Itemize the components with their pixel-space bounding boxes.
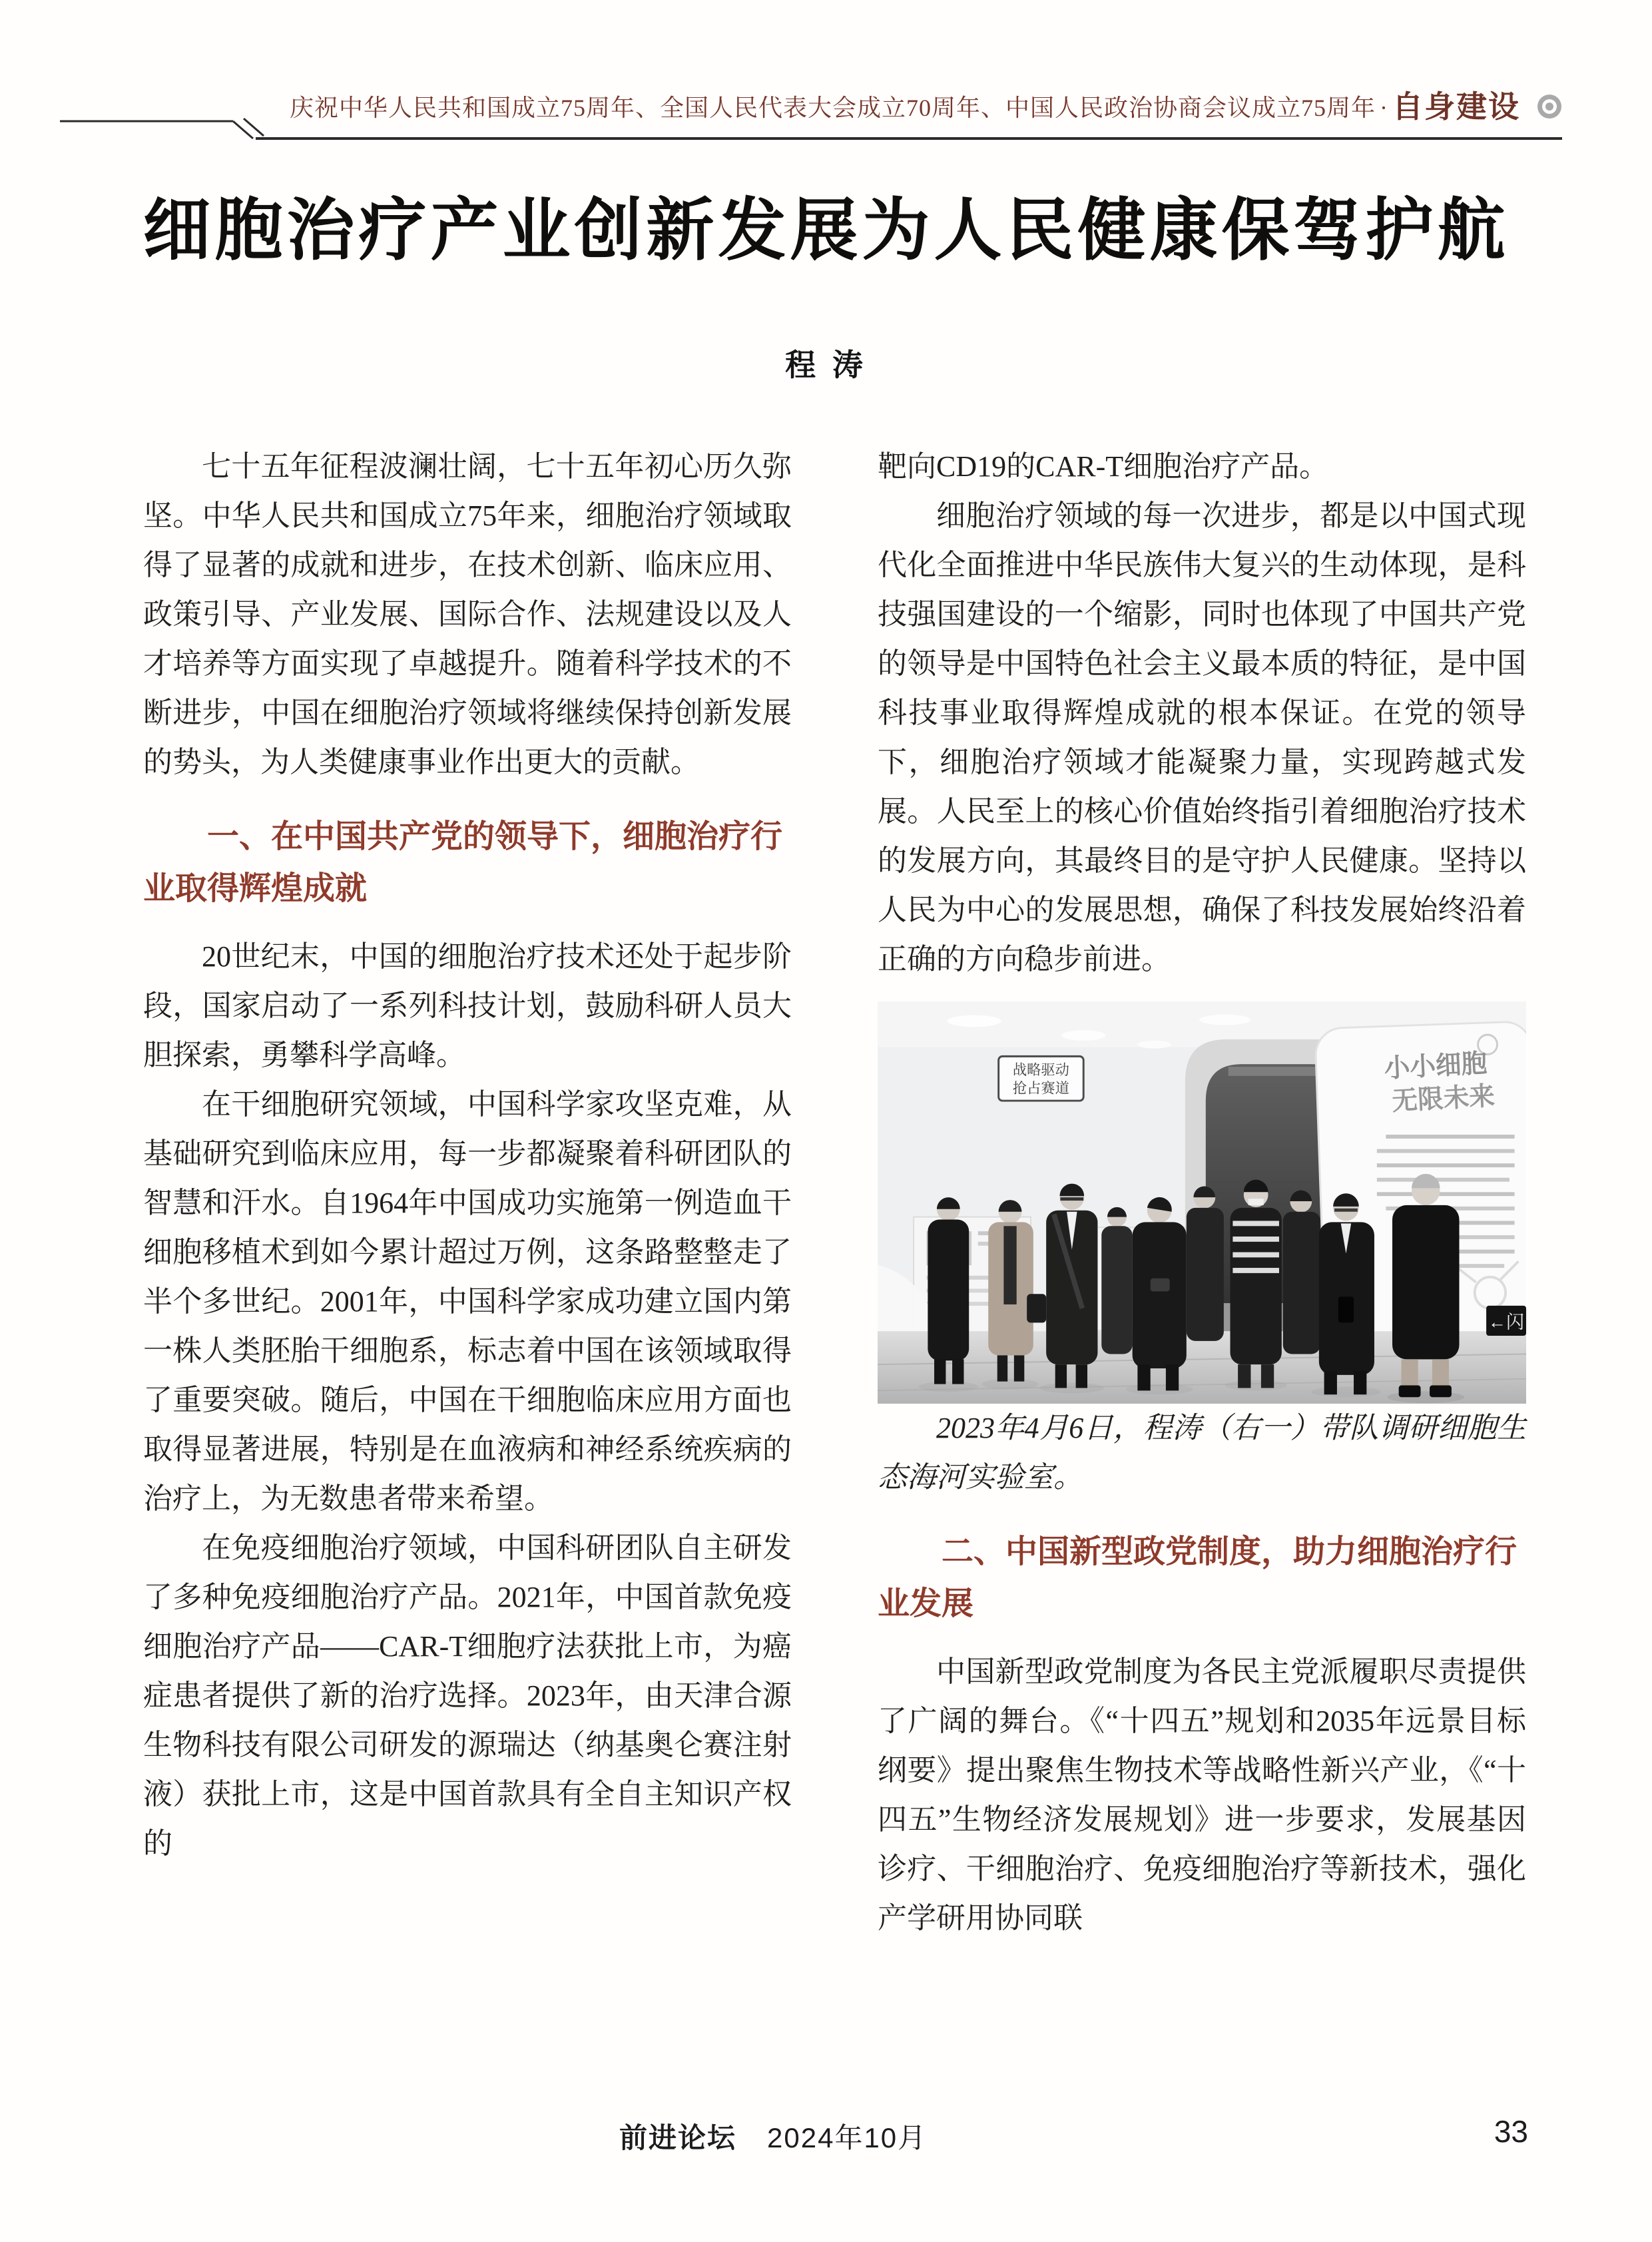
section-tag: 自身建设 xyxy=(1392,89,1520,124)
footer xyxy=(619,2116,927,2156)
column-left xyxy=(143,442,792,1868)
kicker-text: 庆祝中华人民共和国成立75周年、全国人民代表大会成立70周年、中国人民政治协商会议成立75周年 xyxy=(289,95,1376,121)
photo-slogan-line1: 小小细胞 xyxy=(1383,1049,1488,1083)
paragraph: 在免疫细胞治疗领域，中国科研团队自主研发了多种免疫细胞治疗产品。2021年，中国首款免疫细胞治疗产品——CAR-T细胞疗法获批上市，为癌症患者提供了新的治疗选择。2023年，由天津合源生物科技有限公司研发的源瑞达（纳基奥仑赛注射液）获批上市，这是中国首款具有全自主知识产权的 xyxy=(143,1532,792,1860)
author-byline: 程 涛 xyxy=(785,348,867,382)
photo-person xyxy=(1187,1186,1224,1340)
section-heading-1: 一、在中国共产党的领导下，细胞治疗行业取得辉煌成就 xyxy=(143,819,783,906)
paragraph: 中国新型政党制度为各民主党派履职尽责提供了广阔的舞台。《“十四五”规划和2035年远景目标纲要》提出聚焦生物技术等战略性新兴产业，《“十四五”生物经济发展规划》进一步要求，发展基因诊疗、干细胞治疗、免疫细胞治疗等新技术，强化产学研用协同联 xyxy=(878,1655,1526,1934)
photo-wall-sign xyxy=(999,1056,1084,1101)
paragraph: 20世纪末，中国的细胞治疗技术还处于起步阶段，国家启动了一系列科技计划，鼓励科研人员大胆探索，勇攀科学高峰。 xyxy=(143,940,792,1071)
photo-caption: 2023年4月6日，程涛（右一）带队调研细胞生态海河实验室。 xyxy=(878,1412,1526,1494)
photo-person xyxy=(1283,1190,1320,1354)
photo-lab-visit xyxy=(878,1001,1526,1404)
paragraph: 细胞治疗领域的每一次进步，都是以中国式现代化全面推进中华民族伟大复兴的生动体现，是科技强国建设的一个缩影，同时也体现了中国共产党的领导是中国特色社会主义最本质的特征，是中国科技事业取得辉煌成就的根本保证。在党的领导下，细胞治疗领域才能凝聚力量，实现跨越式发展。人民至上的核心价值始终指引着细胞治疗技术的发展方向，其最终目的是守护人民健康。坚持以人民为中心的发展思想，确保了科技发展始终沿着正确的方向稳步前进。 xyxy=(878,499,1526,976)
photo-slogan-line2: 无限未来 xyxy=(1391,1081,1496,1117)
paragraph: 七十五年征程波澜壮阔，七十五年初心历久弥坚。中华人民共和国成立75年来，细胞治疗领域取得了显著的成就和进步，在技术创新、临床应用、政策引导、产业发展、国际合作、法规建设以及人才培养等方面实现了卓越提升。随着科学技术的不断进步，中国在细胞治疗领域将继续保持创新发展的势头，为人类健康事业作出更大的贡献。 xyxy=(143,450,792,778)
header-rule xyxy=(59,113,1563,146)
photo-person xyxy=(1101,1207,1132,1354)
section-heading-2: 二、中国新型政党制度，助力细胞治疗行业发展 xyxy=(878,1534,1517,1621)
photo-wall-sign-line2: 抢占赛道 xyxy=(1012,1080,1069,1097)
footer-journal: 前进论坛 xyxy=(619,2122,737,2153)
article-title: 细胞治疗产业创新发展为人民健康保驾护航 xyxy=(142,192,1510,268)
column-right xyxy=(878,442,1526,1943)
kicker-separator: · xyxy=(1380,95,1388,121)
paragraph: 靶向CD19的CAR-T细胞治疗产品。 xyxy=(878,450,1329,483)
photo-person xyxy=(1225,1180,1287,1391)
photo-arrow-sign xyxy=(1486,1306,1526,1336)
photo-wall-sign-line1: 战略驱动 xyxy=(1012,1061,1069,1078)
paragraph: 在干细胞研究领域，中国科学家攻坚克难，从基础研究到临床应用，每一步都凝聚着科研团队的智慧和汗水。自1964年中国成功实施第一例造血干细胞移植术到如今累计超过万例，这条路整整走了半个多世纪。2001年，中国科学家成功建立国内第一株人类胚胎干细胞系，标志着中国在该领域取得了重要突破。随后，中国在干细胞临床应用方面也取得显著进展，特别是在血液病和神经系统疾病的治疗上，为无数患者带来希望。 xyxy=(143,1088,792,1515)
photo-arrow-sign-text: ←闪 xyxy=(1488,1311,1525,1332)
footer-issue: 2024年10月 xyxy=(767,2122,928,2153)
footer-page-number: 33 xyxy=(1494,2114,1528,2149)
